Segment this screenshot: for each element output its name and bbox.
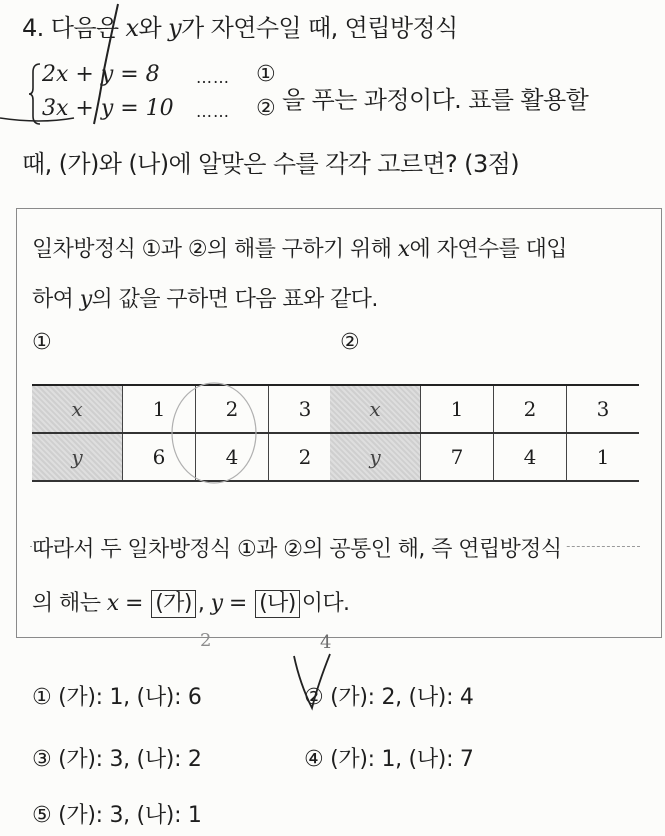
equation-2: 3x + y = 10 bbox=[42, 96, 174, 121]
table-1-cell: 2 bbox=[196, 385, 269, 433]
choice-5-number: ⑤ bbox=[32, 803, 52, 828]
blank-ga: (가) bbox=[151, 590, 196, 618]
table-2-cell: 3 bbox=[567, 385, 640, 433]
pencil-note-a: 2 bbox=[200, 630, 212, 651]
table-2-cell: 4 bbox=[494, 433, 567, 481]
equation-2-mark: ② bbox=[256, 96, 276, 121]
table-1-cell: 4 bbox=[196, 433, 269, 481]
choice-4-text: (가): 1, (나): 7 bbox=[330, 747, 474, 772]
choice-1[interactable] bbox=[32, 680, 202, 711]
table-2-cell: 1 bbox=[567, 433, 640, 481]
box-conclusion-line-1: 따라서 두 일차방정식 ①과 ②의 공통인 해, 즉 연립방정식 bbox=[32, 532, 565, 563]
table-1-x-header: x bbox=[32, 385, 123, 433]
table-2-x-header: x bbox=[330, 385, 421, 433]
choice-1-number: ① bbox=[32, 685, 52, 710]
check-mark-icon bbox=[290, 650, 334, 714]
choice-3-text: (가): 3, (나): 2 bbox=[58, 747, 202, 772]
table-2-cell: 1 bbox=[421, 385, 494, 433]
box-line-1: 일차방정식 ①과 ②의 해를 구하기 위해 x에 자연수를 대입 bbox=[32, 237, 567, 262]
table-2-cell: 2 bbox=[494, 385, 567, 433]
table-2-x-row bbox=[330, 385, 639, 433]
table-2-y-row bbox=[330, 433, 639, 481]
choice-2-text: (가): 2, (나): 4 bbox=[330, 685, 474, 710]
question-number: 4. bbox=[22, 14, 44, 42]
box-conclusion-line-2: 의 해는 x = (가) , y = (나) 이다. bbox=[32, 591, 350, 616]
choice-4-number: ④ bbox=[304, 747, 324, 772]
blank-na: (나) bbox=[255, 590, 300, 618]
question-line-3: 때, (가)와 (나)에 알맞은 수를 각각 고르면? (3점) bbox=[22, 150, 519, 178]
equation-1-dots: …… bbox=[196, 68, 230, 87]
table-1-y-header: y bbox=[32, 433, 123, 481]
table-1-cell: 3 bbox=[269, 385, 342, 433]
choice-3-number: ③ bbox=[32, 747, 52, 772]
box-line-2: 하여 y의 값을 구하면 다음 표와 같다. bbox=[32, 287, 378, 312]
question-line-1: 4. 다음은 x와 y가 자연수일 때, 연립방정식 bbox=[22, 14, 458, 42]
choice-4[interactable] bbox=[304, 742, 474, 773]
choice-5[interactable] bbox=[32, 798, 202, 829]
choice-2-number: ② bbox=[304, 685, 324, 710]
table-1-label: ① bbox=[32, 330, 52, 355]
choice-5-text: (가): 3, (나): 1 bbox=[58, 803, 202, 828]
choice-3[interactable] bbox=[32, 742, 202, 773]
table-2-label: ② bbox=[340, 330, 360, 355]
pencil-scribble-mark bbox=[0, 0, 140, 140]
pencil-note-b: 4 bbox=[320, 632, 332, 653]
equation-1: 2x + y = 8 bbox=[42, 62, 160, 87]
equation-2-dots: …… bbox=[196, 102, 230, 121]
table-1-cell: 1 bbox=[123, 385, 196, 433]
table-2-cell: 7 bbox=[421, 433, 494, 481]
table-2-y-header: y bbox=[330, 433, 421, 481]
table-1-cell: 6 bbox=[123, 433, 196, 481]
table-2 bbox=[330, 384, 639, 482]
question-line-2: 을 푸는 과정이다. 표를 활용할 bbox=[282, 86, 589, 114]
pencil-circle-mark bbox=[166, 378, 262, 488]
equation-1-mark: ① bbox=[256, 62, 276, 87]
choice-1-text: (가): 1, (나): 6 bbox=[58, 685, 202, 710]
table-1-cell: 2 bbox=[269, 433, 342, 481]
